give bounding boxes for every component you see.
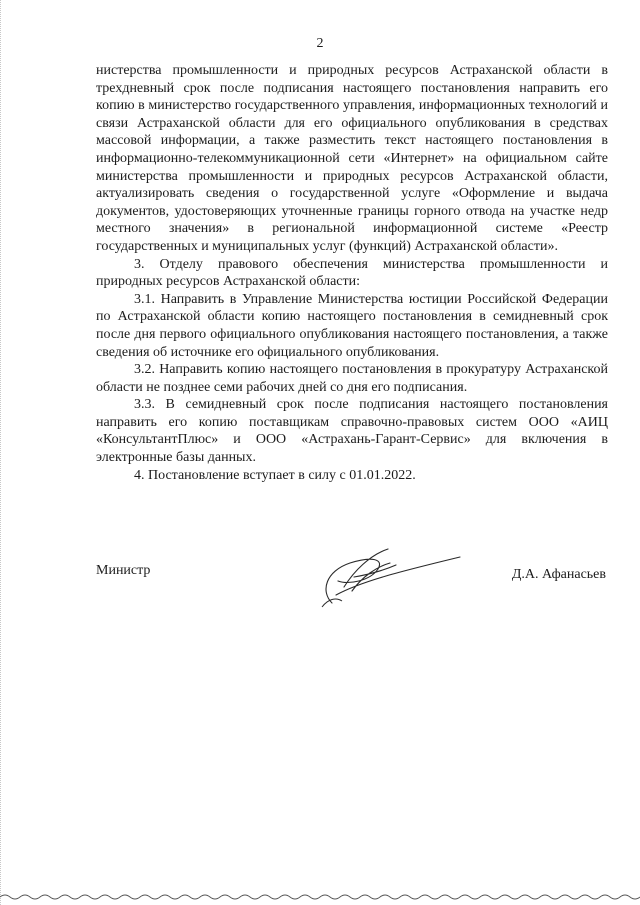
- page-number: 2: [316, 36, 324, 51]
- paragraph-item-3-2: 3.2. Направить копию настоящего постановления в прокуратуру Астраханской области не позднее семи рабочих дней со дня его подписания.: [96, 362, 608, 395]
- paragraph-item-3-1: 3.1. Направить в Управление Министерства юстиции Российской Федерации по Астраханской области копию настоящего постановления в семидневный срок после дня первого официального опубликования настоящего постановления, а также сведения об источнике его официального опубликования.: [96, 291, 608, 360]
- signatory-name: Д.А. Афанасьев: [511, 567, 606, 582]
- paragraph-continuation: нистерства промышленности и природных ресурсов Астраханской области в трехдневный срок после подписания настоящего постановления направить его копию в министерство государственного управления, информационных технологий и связи Астраханской области для его официального опубликования в средствах массовой информации, а также разместить текст настоящего постановления в информационно-телекоммуникационной сети «Интернет» на официальном сайте министерства промышленности и природных ресурсов Астраханской области, актуализировать сведения о государственной услуге «Оформление и выдача документов, удостоверяющих уточненные границы горного отвода на участке недр местного значения» в региональной информационной системе «Реестр государственных и муниципальных услуг (функций) Астраханской области».: [96, 63, 608, 254]
- handwritten-signature: [292, 541, 462, 611]
- scan-left-edge: [0, 0, 5, 905]
- paragraph-item-4: 4. Постановление вступает в силу с 01.01.2022.: [134, 467, 416, 483]
- document-body: [96, 62, 608, 484]
- ornamental-border: [0, 893, 640, 901]
- paragraph-item-3: 3. Отделу правового обеспечения министерства промышленности и природных ресурсов Астраханской области:: [96, 256, 608, 290]
- signatory-title: Министр: [96, 563, 151, 578]
- signature-block: [96, 563, 608, 623]
- paragraph-item-3-3: 3.3. В семидневный срок после подписания настоящего постановления направить его копию поставщикам справочно-правовых систем ООО «АИЦ «КонсультантПлюс» и ООО «Астрахань-Гарант-Сервис» для включения в электронные базы данных.: [96, 397, 608, 466]
